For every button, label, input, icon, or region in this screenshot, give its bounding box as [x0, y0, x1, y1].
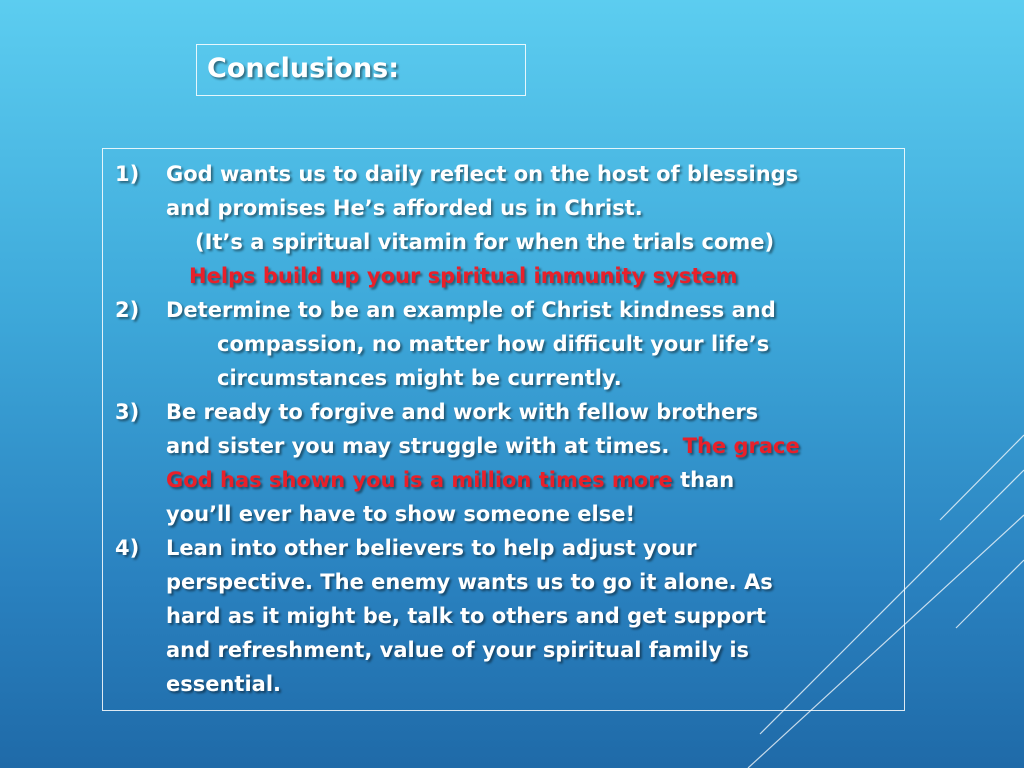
conclusions-box [102, 148, 905, 711]
item-2-number: 2) [115, 298, 140, 322]
item-4-line-5: essential. [166, 672, 282, 696]
item-3-line-2-text: and sister you may struggle with at times. [166, 434, 670, 458]
item-4-line-4: and refreshment, value of your spiritual family is [166, 638, 750, 662]
slide-title: Conclusions: [207, 53, 400, 84]
item-1-line-1: God wants us to daily reflect on the host of blessings [166, 162, 799, 186]
item-1-line-3: (It’s a spiritual vitamin for when the trials come) [195, 230, 775, 254]
item-3-line-3 [166, 465, 734, 495]
item-1-number: 1) [115, 162, 140, 186]
title-box [196, 44, 526, 96]
item-4-line-2: perspective. The enemy wants us to go it alone. As [166, 570, 773, 594]
item-4-number: 4) [115, 536, 140, 560]
item-3-number: 3) [115, 400, 140, 424]
item-4-line-1: Lean into other believers to help adjust your [166, 536, 697, 560]
item-4-line-3: hard as it might be, talk to others and get support [166, 604, 767, 628]
item-3-line-3-text: than [680, 468, 735, 492]
item-2-line-1: Determine to be an example of Christ kindness and [166, 298, 776, 322]
item-3-line-1: Be ready to forgive and work with fellow brothers [166, 400, 759, 424]
item-3-highlight-end: God has shown you is a million times more [166, 468, 673, 492]
item-2-line-2: compassion, no matter how difficult your life’s [217, 332, 770, 356]
item-3-line-4: you’ll ever have to show someone else! [166, 502, 636, 526]
item-1-line-2: and promises He’s afforded us in Christ. [166, 196, 643, 220]
item-1-highlight: Helps build up your spiritual immunity system [189, 264, 738, 288]
item-3-highlight-start: The grace [682, 434, 800, 458]
item-3-line-2 [166, 431, 800, 461]
item-2-line-3: circumstances might be currently. [217, 366, 622, 390]
